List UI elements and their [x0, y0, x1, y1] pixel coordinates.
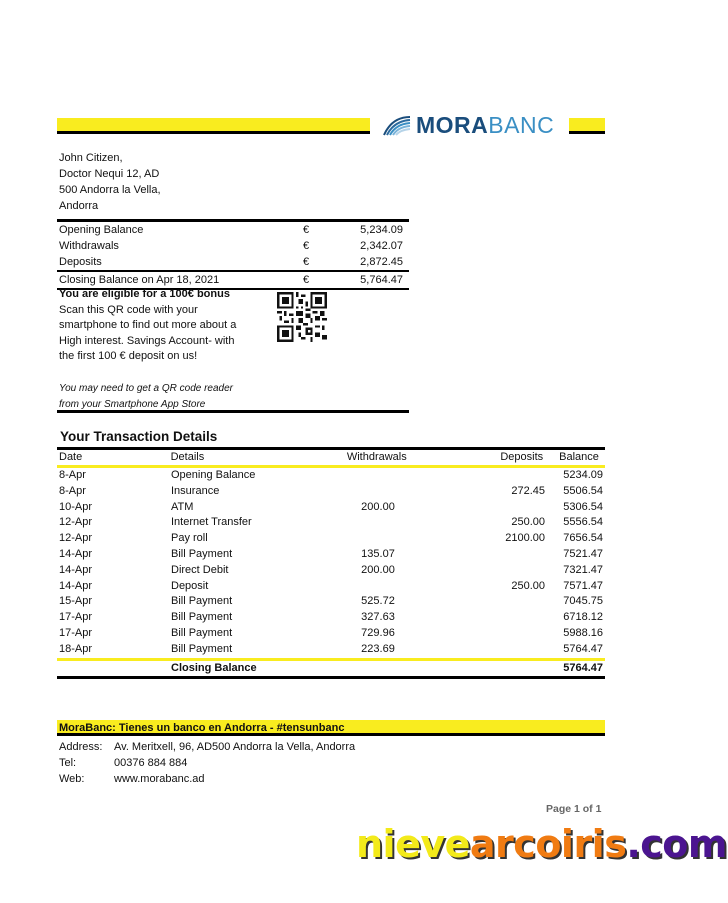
summary-amount: 2,342.07	[360, 240, 403, 252]
footer-web	[59, 771, 355, 787]
cell-deposits	[435, 594, 545, 610]
currency-symbol: €	[303, 256, 310, 268]
address-line: Andorra	[59, 200, 99, 212]
cell-balance: 7656.54	[563, 532, 603, 545]
summary-label: Deposits	[59, 256, 102, 268]
header-yellow-bar-right	[569, 118, 605, 134]
cell-date: 15-Apr	[59, 595, 93, 608]
cell-details: Bill Payment	[171, 611, 233, 624]
summary-row-deposits	[57, 254, 409, 270]
closing-deposits	[435, 661, 545, 677]
footer-key: Tel:	[59, 757, 77, 769]
footer-key: Address:	[59, 741, 103, 753]
closing-balance: 5764.47	[563, 661, 603, 674]
closing-date	[57, 661, 171, 677]
cell-date: 12-Apr	[59, 532, 93, 545]
cell-deposits	[435, 610, 545, 626]
note-line: You may need to get a QR code reader	[59, 383, 233, 394]
closing-withdrawals	[321, 661, 435, 677]
cell-balance: 6718.12	[563, 611, 603, 624]
cell-details: Bill Payment	[171, 626, 233, 639]
table-row	[57, 547, 605, 563]
cell-deposits: 2100.00	[505, 532, 545, 545]
wave-icon	[382, 113, 412, 137]
cell-withdrawals	[321, 579, 435, 595]
transactions-table	[57, 447, 605, 679]
cell-deposits	[435, 468, 545, 484]
cell-deposits	[435, 642, 545, 658]
promo-line: High interest. Savings Account- with	[59, 334, 235, 347]
cell-withdrawals	[321, 531, 435, 547]
cell-withdrawals: 327.63	[361, 611, 395, 624]
cell-balance: 5764.47	[563, 642, 603, 655]
cell-balance: 7321.47	[563, 563, 603, 576]
qr-reader-note	[59, 381, 233, 412]
cell-details: Bill Payment	[171, 595, 233, 608]
footer-address	[59, 739, 355, 755]
cell-deposits	[435, 500, 545, 516]
cell-details: Insurance	[171, 484, 220, 497]
cell-details: ATM	[171, 500, 194, 513]
address-line: 500 Andorra la Vella,	[59, 184, 161, 196]
table-row	[57, 484, 605, 500]
summary-amount: 5,764.47	[360, 274, 403, 286]
cell-deposits: 250.00	[511, 516, 545, 529]
table-row	[57, 642, 605, 658]
header-yellow-bar-left	[57, 118, 370, 134]
table-row	[57, 594, 605, 610]
footer-contact	[59, 739, 355, 787]
divider	[57, 410, 409, 413]
watermark-part: arcoiris	[469, 822, 627, 866]
logo-text-banc: BANC	[488, 111, 555, 138]
table-row	[57, 531, 605, 547]
cell-withdrawals: 223.69	[361, 642, 395, 655]
footer-tel	[59, 755, 355, 771]
cell-date: 12-Apr	[59, 516, 93, 529]
cell-details: Bill Payment	[171, 547, 233, 560]
summary-label: Withdrawals	[59, 240, 119, 252]
currency-symbol: €	[303, 274, 310, 286]
cell-balance: 7521.47	[563, 547, 603, 560]
cell-date: 10-Apr	[59, 500, 93, 513]
summary-row-opening	[57, 222, 409, 238]
col-withdrawals-header: Withdrawals	[346, 451, 407, 463]
cell-balance: 5234.09	[563, 469, 603, 481]
promo-title: You are eligible for a 100€ bonus	[59, 288, 230, 300]
qr-code-icon[interactable]	[276, 292, 328, 342]
cell-details: Opening Balance	[171, 469, 256, 481]
page-number: Page 1 of 1	[546, 803, 602, 815]
table-row	[57, 626, 605, 642]
promo-line: Scan this QR code with your	[59, 303, 198, 316]
cell-date: 14-Apr	[59, 579, 93, 592]
closing-balance-row	[57, 658, 605, 680]
summary-row-withdrawals	[57, 238, 409, 254]
promo-line: smartphone to find out more about a	[59, 319, 237, 331]
footer-banner: MoraBanc: Tienes un banco en Andorra - #tensunbanc	[57, 720, 605, 736]
cell-withdrawals: 729.96	[361, 626, 395, 639]
cell-balance: 5556.54	[563, 516, 603, 529]
table-row	[57, 515, 605, 531]
cell-date: 8-Apr	[59, 484, 86, 497]
col-deposits-header: Deposits	[500, 451, 544, 463]
logo-text-mora: MORA	[416, 111, 489, 138]
closing-label: Closing Balance	[171, 661, 257, 674]
table-body	[57, 468, 605, 658]
cell-date: 17-Apr	[59, 626, 93, 639]
table-row	[57, 500, 605, 516]
watermark-part: nieve	[356, 822, 470, 866]
col-date-header: Date	[59, 451, 83, 463]
cell-deposits: 272.45	[511, 484, 545, 497]
table-row	[57, 468, 605, 484]
summary-label: Closing Balance on Apr 18, 2021	[59, 274, 220, 286]
watermark-part: .com	[626, 822, 728, 866]
cell-balance: 5988.16	[563, 626, 603, 639]
cell-details: Internet Transfer	[171, 516, 252, 529]
cell-deposits: 250.00	[511, 579, 545, 592]
cell-details: Deposit	[171, 579, 209, 592]
balance-summary	[57, 219, 409, 290]
table-row	[57, 610, 605, 626]
cell-deposits	[435, 563, 545, 579]
cell-date: 17-Apr	[59, 611, 93, 624]
watermark	[356, 822, 727, 866]
cell-withdrawals: 200.00	[361, 500, 395, 513]
cell-deposits	[435, 547, 545, 563]
cell-balance: 7045.75	[563, 595, 603, 608]
footer-key: Web:	[59, 773, 85, 785]
cell-withdrawals: 135.07	[361, 547, 395, 560]
cell-withdrawals	[321, 484, 435, 500]
cell-date: 14-Apr	[59, 563, 93, 576]
address-line: John Citizen,	[59, 152, 123, 164]
cell-balance: 7571.47	[563, 579, 603, 592]
summary-label: Opening Balance	[59, 224, 144, 236]
address-line: Doctor Nequi 12, AD	[59, 168, 160, 180]
transactions-title: Your Transaction Details	[60, 429, 218, 444]
cell-date: 18-Apr	[59, 642, 93, 655]
col-details-header: Details	[170, 451, 205, 463]
cell-date: 14-Apr	[59, 547, 93, 560]
currency-symbol: €	[303, 240, 310, 252]
cell-balance: 5506.54	[563, 484, 603, 497]
cell-withdrawals: 525.72	[361, 595, 395, 608]
col-balance-header: Balance	[559, 451, 599, 463]
cell-details: Bill Payment	[171, 642, 233, 655]
note-line: from your Smartphone App Store	[59, 398, 206, 410]
cell-date: 8-Apr	[59, 469, 86, 481]
summary-amount: 2,872.45	[360, 256, 403, 268]
cell-details: Pay roll	[171, 532, 208, 545]
table-row	[57, 563, 605, 579]
morabanc-logo	[382, 110, 554, 140]
summary-amount: 5,234.09	[360, 224, 403, 236]
cell-withdrawals	[321, 515, 435, 531]
bonus-promo	[59, 287, 259, 365]
cell-details: Direct Debit	[171, 563, 229, 576]
footer-value: Av. Meritxell, 96, AD500 Andorra la Vella, Andorra	[114, 741, 356, 753]
cell-deposits	[435, 626, 545, 642]
cell-withdrawals	[321, 468, 435, 484]
footer-web-link[interactable]: www.morabanc.ad	[114, 773, 205, 785]
table-row	[57, 579, 605, 595]
table-header	[57, 450, 605, 468]
footer-value: 00376 884 884	[114, 757, 188, 769]
cell-balance: 5306.54	[563, 500, 603, 513]
promo-line: the first 100 € deposit on us!	[59, 350, 198, 362]
currency-symbol: €	[303, 224, 310, 236]
cell-withdrawals: 200.00	[361, 563, 395, 576]
customer-address	[59, 150, 161, 214]
